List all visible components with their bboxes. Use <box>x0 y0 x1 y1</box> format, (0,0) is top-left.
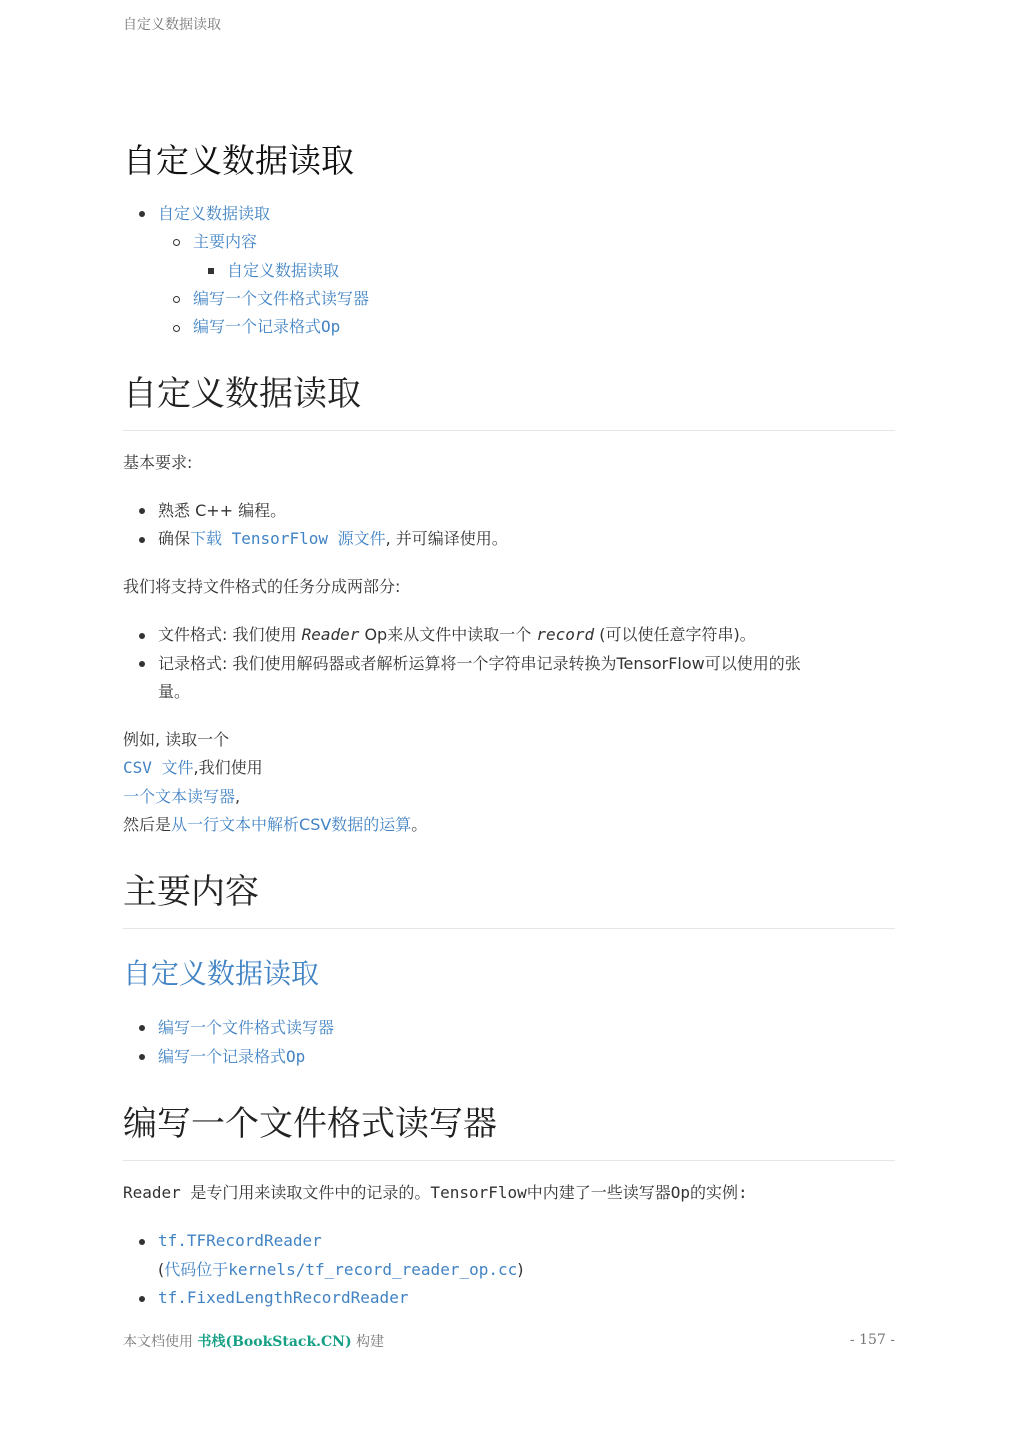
text: Op来从文件中读取一个 <box>359 625 537 644</box>
toc-link-main[interactable]: 自定义数据读取 <box>158 204 271 223</box>
link-record-op[interactable]: 编写一个记录格式Op <box>158 1047 306 1066</box>
text: 文件格式: 我们使用 <box>158 625 302 644</box>
paragraph-example: 例如, 读取一个 <box>123 730 230 749</box>
bullet-circle <box>173 325 180 332</box>
toc-link-file-reader[interactable]: 编写一个文件格式读写器 <box>193 289 370 308</box>
link-file-reader[interactable]: 编写一个文件格式读写器 <box>158 1018 335 1037</box>
paragraph-example-line2 <box>123 754 263 782</box>
csv-file-link[interactable]: CSV 文件 <box>123 758 194 777</box>
list-item <box>158 525 508 553</box>
text: 。 <box>411 815 428 834</box>
text: , 并可编译使用。 <box>385 529 508 548</box>
text: ( <box>158 1260 165 1279</box>
footer-credit <box>123 1331 384 1351</box>
bullet-square <box>208 268 214 274</box>
code-path: kernels/tf_record_reader_op.cc <box>228 1260 518 1279</box>
section-heading-main-content: 主要内容 <box>123 870 895 929</box>
bullet-circle <box>173 296 180 303</box>
page-number: - 157 - <box>849 1332 895 1348</box>
text-reader-link[interactable]: 一个文本读写器 <box>123 787 236 806</box>
download-source-link[interactable]: 下载 TensorFlow 源文件 <box>190 529 386 548</box>
page-title: 自定义数据读取 <box>123 141 354 180</box>
bullet-disc <box>139 1296 145 1302</box>
paragraph-reader-intro: Reader 是专门用来读取文件中的记录的。TensorFlow中内建了一些读写器Op的实例: <box>123 1183 748 1202</box>
bullet-disc <box>139 1025 145 1031</box>
list-item-continuation: 量。 <box>158 682 191 701</box>
text: 然后是 <box>123 815 172 834</box>
text: 代码位于 <box>164 1260 229 1279</box>
paragraph-basic-req: 基本要求: <box>123 453 193 472</box>
subheading-custom-read: 自定义数据读取 <box>123 957 320 990</box>
bullet-disc <box>139 633 145 639</box>
bullet-disc <box>139 508 145 514</box>
text: 构建 <box>351 1334 385 1350</box>
bullet-disc <box>139 211 145 217</box>
paragraph-example-line3 <box>123 783 240 811</box>
tfrecordreader-link[interactable]: tf.TFRecordReader <box>158 1231 322 1250</box>
text: , <box>235 787 241 806</box>
paragraph-split-intro: 我们将支持文件格式的任务分成两部分: <box>123 577 401 596</box>
record-term: record <box>536 625 595 644</box>
bullet-disc <box>139 537 145 543</box>
bullet-disc <box>139 1054 145 1060</box>
toc-link-record-op[interactable]: 编写一个记录格式Op <box>193 317 341 336</box>
section-heading-custom-read: 自定义数据读取 <box>123 372 895 431</box>
running-head: 自定义数据读取 <box>123 17 221 33</box>
text: (可以使任意字符串)。 <box>594 625 756 644</box>
toc-link-main-content[interactable]: 主要内容 <box>193 232 258 251</box>
list-item-continuation <box>158 1256 524 1284</box>
text: ,我们使用 <box>193 758 263 777</box>
source-code-link[interactable] <box>164 1260 517 1279</box>
toc-link-custom-read[interactable]: 自定义数据读取 <box>227 261 340 280</box>
bookstack-link[interactable]: 书栈(BookStack.CN) <box>197 1334 352 1350</box>
text: ) <box>517 1260 524 1279</box>
paragraph-example-line4 <box>123 811 427 839</box>
bullet-disc <box>139 661 145 667</box>
bullet-circle <box>173 239 180 246</box>
reader-term: Reader <box>301 625 360 644</box>
section-heading-file-reader: 编写一个文件格式读写器 <box>123 1102 895 1161</box>
list-item: 记录格式: 我们使用解码器或者解析运算将一个字符串记录转换为TensorFlow可以使用的张 <box>158 654 801 673</box>
bullet-disc <box>139 1239 145 1245</box>
list-item: 熟悉 C++ 编程。 <box>158 501 287 520</box>
text: 本文档使用 <box>123 1334 198 1350</box>
list-item <box>158 621 756 649</box>
decode-csv-link[interactable]: 从一行文本中解析CSV数据的运算 <box>171 815 412 834</box>
fixedlengthrecordreader-link[interactable]: tf.FixedLengthRecordReader <box>158 1288 409 1307</box>
text: 确保 <box>158 529 191 548</box>
